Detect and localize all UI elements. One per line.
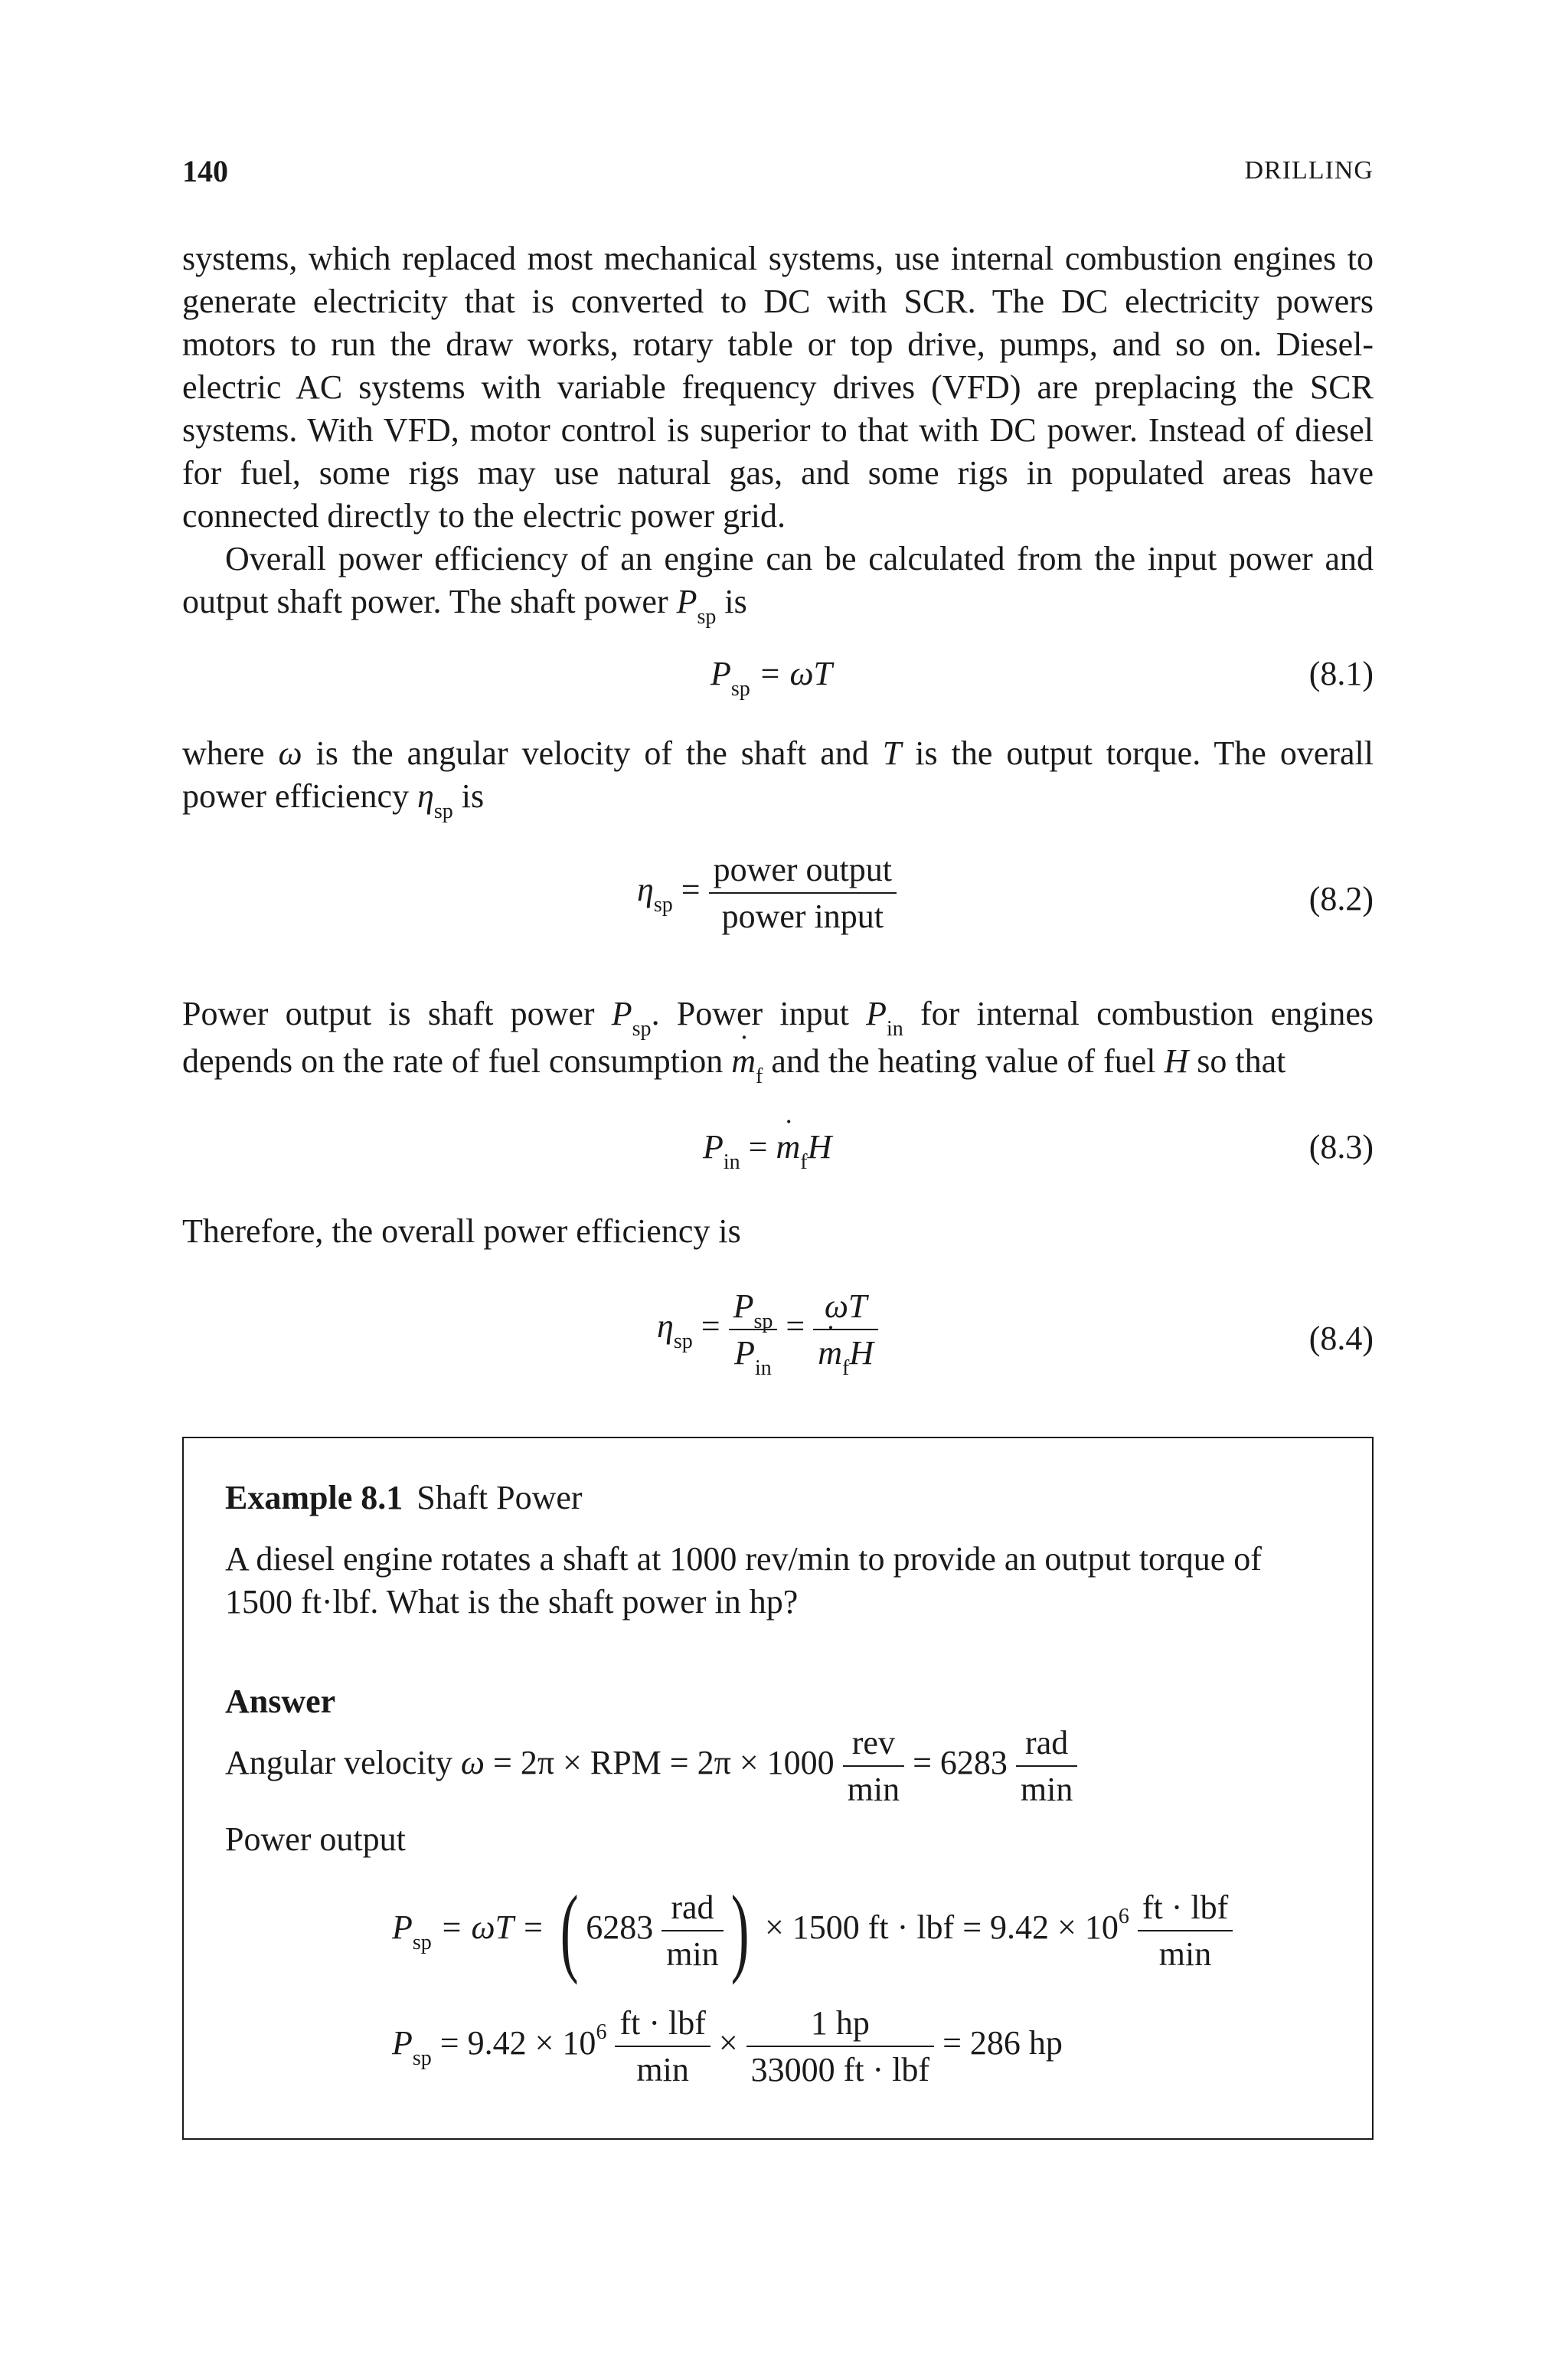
equation-8-2 (182, 850, 1374, 950)
shaft-power-line-1: $P_{sp} = \omega T$ = ( 6283 $\frac{\text{rad}}{\min}$ ) × 1500 ft · lbf = $9.42 \times 10^6$ $\frac{\text{ft · lbf}}{\min}$ (392, 1881, 1233, 1980)
equation-number: (8.2) (1308, 880, 1374, 917)
paragraph-systems: systems, which replaced most mechanical systems, use internal combustion engines to generate electricity that is converted to DC with SCR. The DC electricity powers motors to run the draw works, rotary table or top drive, pumps, and so on. Diesel-electric AC systems with variable frequency drives (VFD) are preplacing the SCR systems. With VFD, motor control is superior to that with DC power. Instead of diesel for fuel, some rigs may use natural gas, and some rigs in populated areas have connected directly to the electric power grid. (182, 240, 1374, 535)
answer-heading: Answer (225, 1683, 336, 1720)
equation-number: (8.3) (1308, 1128, 1374, 1166)
equation-number: (8.4) (1308, 1320, 1374, 1357)
angular-velocity-line: Angular velocity ω = 2π × RPM = 2π × 1000 $\frac{\text{rev}}{\min}$ = 6283 $\frac{\text{rad}}{\min}$ (225, 1723, 1077, 1809)
equation-8-4 (182, 1287, 1374, 1394)
equation-8-4-body: $\eta_{sp}$ = $\frac{P_{sp}}{P_{in}}$ = $\frac{\omega T}{m ˙_fH}$ (657, 1287, 878, 1372)
equation-8-3 (182, 1127, 1374, 1173)
example-title: Example 8.1 Shaft Power (225, 1479, 583, 1516)
paragraph-angular-velocity: where ω is the angular velocity of the shaft and T is the output torque. The overall power efficiency $\eta_{sp}$ is (182, 734, 1374, 823)
paragraph-overall-efficiency: Overall power efficiency of an engine can be calculated from the input power and output shaft power. The shaft power $P_{sp}$ is (182, 540, 1374, 629)
equation-number: (8.1) (1308, 655, 1374, 692)
torque-fuel-fraction: $\frac{\omega T}{m ˙_fH}$ (813, 1287, 878, 1372)
page-number: 140 (182, 154, 228, 188)
efficiency-fraction: $\frac{\text{power output}}{\text{power input}}$ (709, 850, 897, 936)
equation-8-3-body: $P_{in} = m$ $˙_fH$ (703, 1127, 831, 1166)
shaft-power-line-2: $P_{sp} = 9.42 \times 10^6$ $\frac{\text{ft · lbf}}{\min}$ × $\frac{1 hp}{\text{33000 ft · lbf}}$ = 286 hp (392, 2004, 1063, 2088)
power-output-label: Power output (225, 1820, 406, 1858)
example-box (182, 1437, 1374, 2140)
running-head: DRILLING (1244, 156, 1374, 185)
paragraph-power-input: Power output is shaft power $P_{sp}$. Power input $P_{in}$ for internal combustion engines depends on the rate of fuel consumption m $˙_f$ and the heating value of fuel H so that (182, 993, 1374, 1088)
page-header (182, 153, 1374, 191)
equation-8-1 (182, 654, 1374, 700)
example-problem: A diesel engine rotates a shaft at 1000 rev/min to provide an output torque of 1500 ft·lbf. What is the shaft power in hp? (225, 1540, 1262, 1621)
power-ratio-fraction: $\frac{P_{sp}}{P_{in}}$ (729, 1287, 778, 1372)
equation-8-1-body: $P_{sp} = \omega T$ (710, 655, 833, 701)
equation-8-2-body: $\eta_{sp}$ = $\frac{\text{power output}}{\text{power input}}$ (637, 850, 897, 936)
paragraph-therefore: Therefore, the overall power efficiency is (182, 1212, 741, 1250)
